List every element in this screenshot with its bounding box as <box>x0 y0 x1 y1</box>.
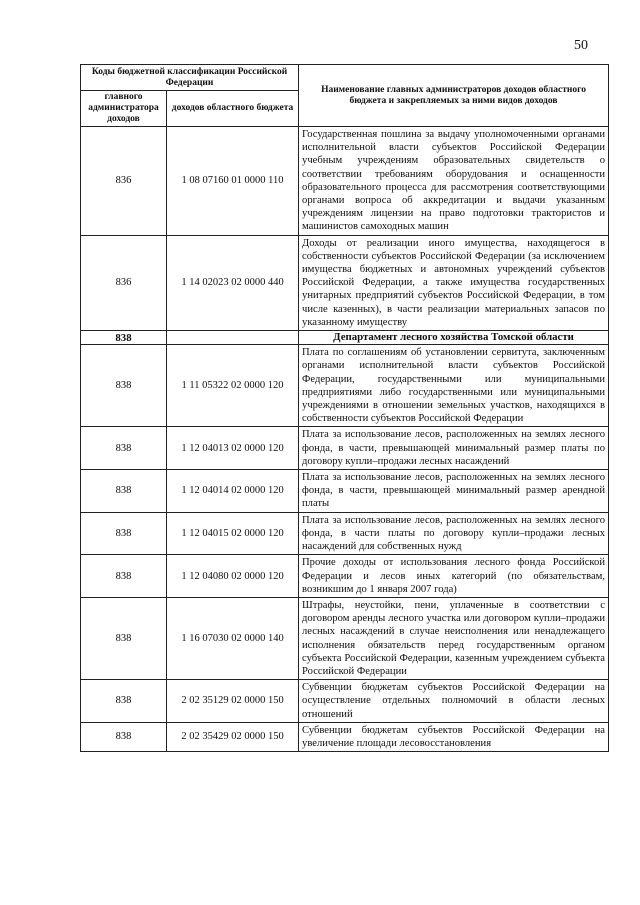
revenue-code-cell: 1 16 07030 02 0000 140 <box>167 597 299 679</box>
revenue-code-cell <box>167 331 299 345</box>
table-row <box>81 470 609 513</box>
revenue-code-cell: 1 12 04015 02 0000 120 <box>167 512 299 555</box>
description-cell: Субвенции бюджетам субъектов Российской Федерации на осуществление отдельных полномочий в области лесных отношений <box>299 680 609 723</box>
revenue-codes-table <box>80 64 609 752</box>
description-cell: Департамент лесного хозяйства Томской области <box>299 331 609 345</box>
table-row <box>81 555 609 598</box>
revenue-code-cell: 1 12 04013 02 0000 120 <box>167 427 299 470</box>
table-body <box>81 127 609 752</box>
admin-code-cell: 838 <box>81 597 167 679</box>
description-cell: Прочие доходы от использования лесного фонда Российской Федерации и лесов иных категорий (по обязательствам, возникшим до 1 января 2007 года) <box>299 555 609 598</box>
header-revenue-code: доходов областного бюджета <box>167 91 299 127</box>
table-row <box>81 512 609 555</box>
revenue-code-cell: 1 14 02023 02 0000 440 <box>167 235 299 330</box>
description-cell: Плата за использование лесов, расположенных на землях лесного фонда, в части платы по договору купли–продажи лесных насаждений для собственных нужд <box>299 512 609 555</box>
revenue-code-cell: 1 12 04014 02 0000 120 <box>167 470 299 513</box>
admin-code-cell: 838 <box>81 722 167 751</box>
table-row <box>81 597 609 679</box>
description-cell: Доходы от реализации иного имущества, находящегося в собственности субъектов Российской Федерации (за исключением имущества бюджетных и автономных учреждений субъектов Российской Федерации, а также имущества государственных унитарных предприятий субъектов Российской Федерации, в том числе казенных), в части реализации материальных запасов по указанному имуществу <box>299 235 609 330</box>
admin-code-cell: 838 <box>81 555 167 598</box>
admin-code-cell: 838 <box>81 427 167 470</box>
revenue-code-cell: 2 02 35129 02 0000 150 <box>167 680 299 723</box>
admin-code-cell: 838 <box>81 512 167 555</box>
admin-code-cell: 838 <box>81 331 167 345</box>
description-cell: Государственная пошлина за выдачу уполномоченными органами исполнительной власти субъектов Российской Федерации учебным учреждениям образовательных свидетельств о соответствии требованиям оборудования и оснащенности образовательного процесса для рассмотрения соответствующими органами вопроса об аккредитации и выдачи указанным учреждениям лицензии на право подготовки трактористов и машинистов самоходных машин <box>299 127 609 236</box>
header-administrator-name: Наименование главных администраторов доходов областного бюджета и закрепляемых за ними видов доходов <box>299 65 609 127</box>
department-row <box>81 331 609 345</box>
admin-code-cell: 836 <box>81 127 167 236</box>
header-admin-code: главного администратора доходов <box>81 91 167 127</box>
page-number: 50 <box>574 38 588 53</box>
description-cell: Субвенции бюджетам субъектов Российской Федерации на увеличение площади лесовосстановления <box>299 722 609 751</box>
table-row <box>81 235 609 330</box>
description-cell: Плата за использование лесов, расположенных на землях лесного фонда, в части, превышающей минимальный размер арендной платы <box>299 470 609 513</box>
table-row <box>81 427 609 470</box>
revenue-code-cell: 1 08 07160 01 0000 110 <box>167 127 299 236</box>
table-row <box>81 722 609 751</box>
header-classification-codes: Коды бюджетной классификации Российской Федерации <box>81 65 299 91</box>
admin-code-cell: 838 <box>81 470 167 513</box>
admin-code-cell: 836 <box>81 235 167 330</box>
table-row <box>81 127 609 236</box>
revenue-code-cell: 1 12 04080 02 0000 120 <box>167 555 299 598</box>
table-row <box>81 345 609 427</box>
description-cell: Плата за использование лесов, расположенных на землях лесного фонда, в части, превышающей минимальный размер платы по договору купли–продажи лесных насаждений <box>299 427 609 470</box>
description-cell: Штрафы, неустойки, пени, уплаченные в соответствии с договором аренды лесного участка или договором купли–продажи лесных насаждений в случае неисполнения или ненадлежащего исполнения обязательств перед государственным органом субъекта Российской Федерации, казенным учреждением субъекта Российской Федерации <box>299 597 609 679</box>
table-row <box>81 680 609 723</box>
admin-code-cell: 838 <box>81 680 167 723</box>
revenue-code-cell: 2 02 35429 02 0000 150 <box>167 722 299 751</box>
admin-code-cell: 838 <box>81 345 167 427</box>
revenue-code-cell: 1 11 05322 02 0000 120 <box>167 345 299 427</box>
description-cell: Плата по соглашениям об установлении сервитута, заключенным органами исполнительной власти субъектов Российской Федерации, государственными или муниципальными предприятиями либо государственными или муниципальными учреждениями в отношении земельных участков, находящихся в собственности субъектов Российской Федерации <box>299 345 609 427</box>
